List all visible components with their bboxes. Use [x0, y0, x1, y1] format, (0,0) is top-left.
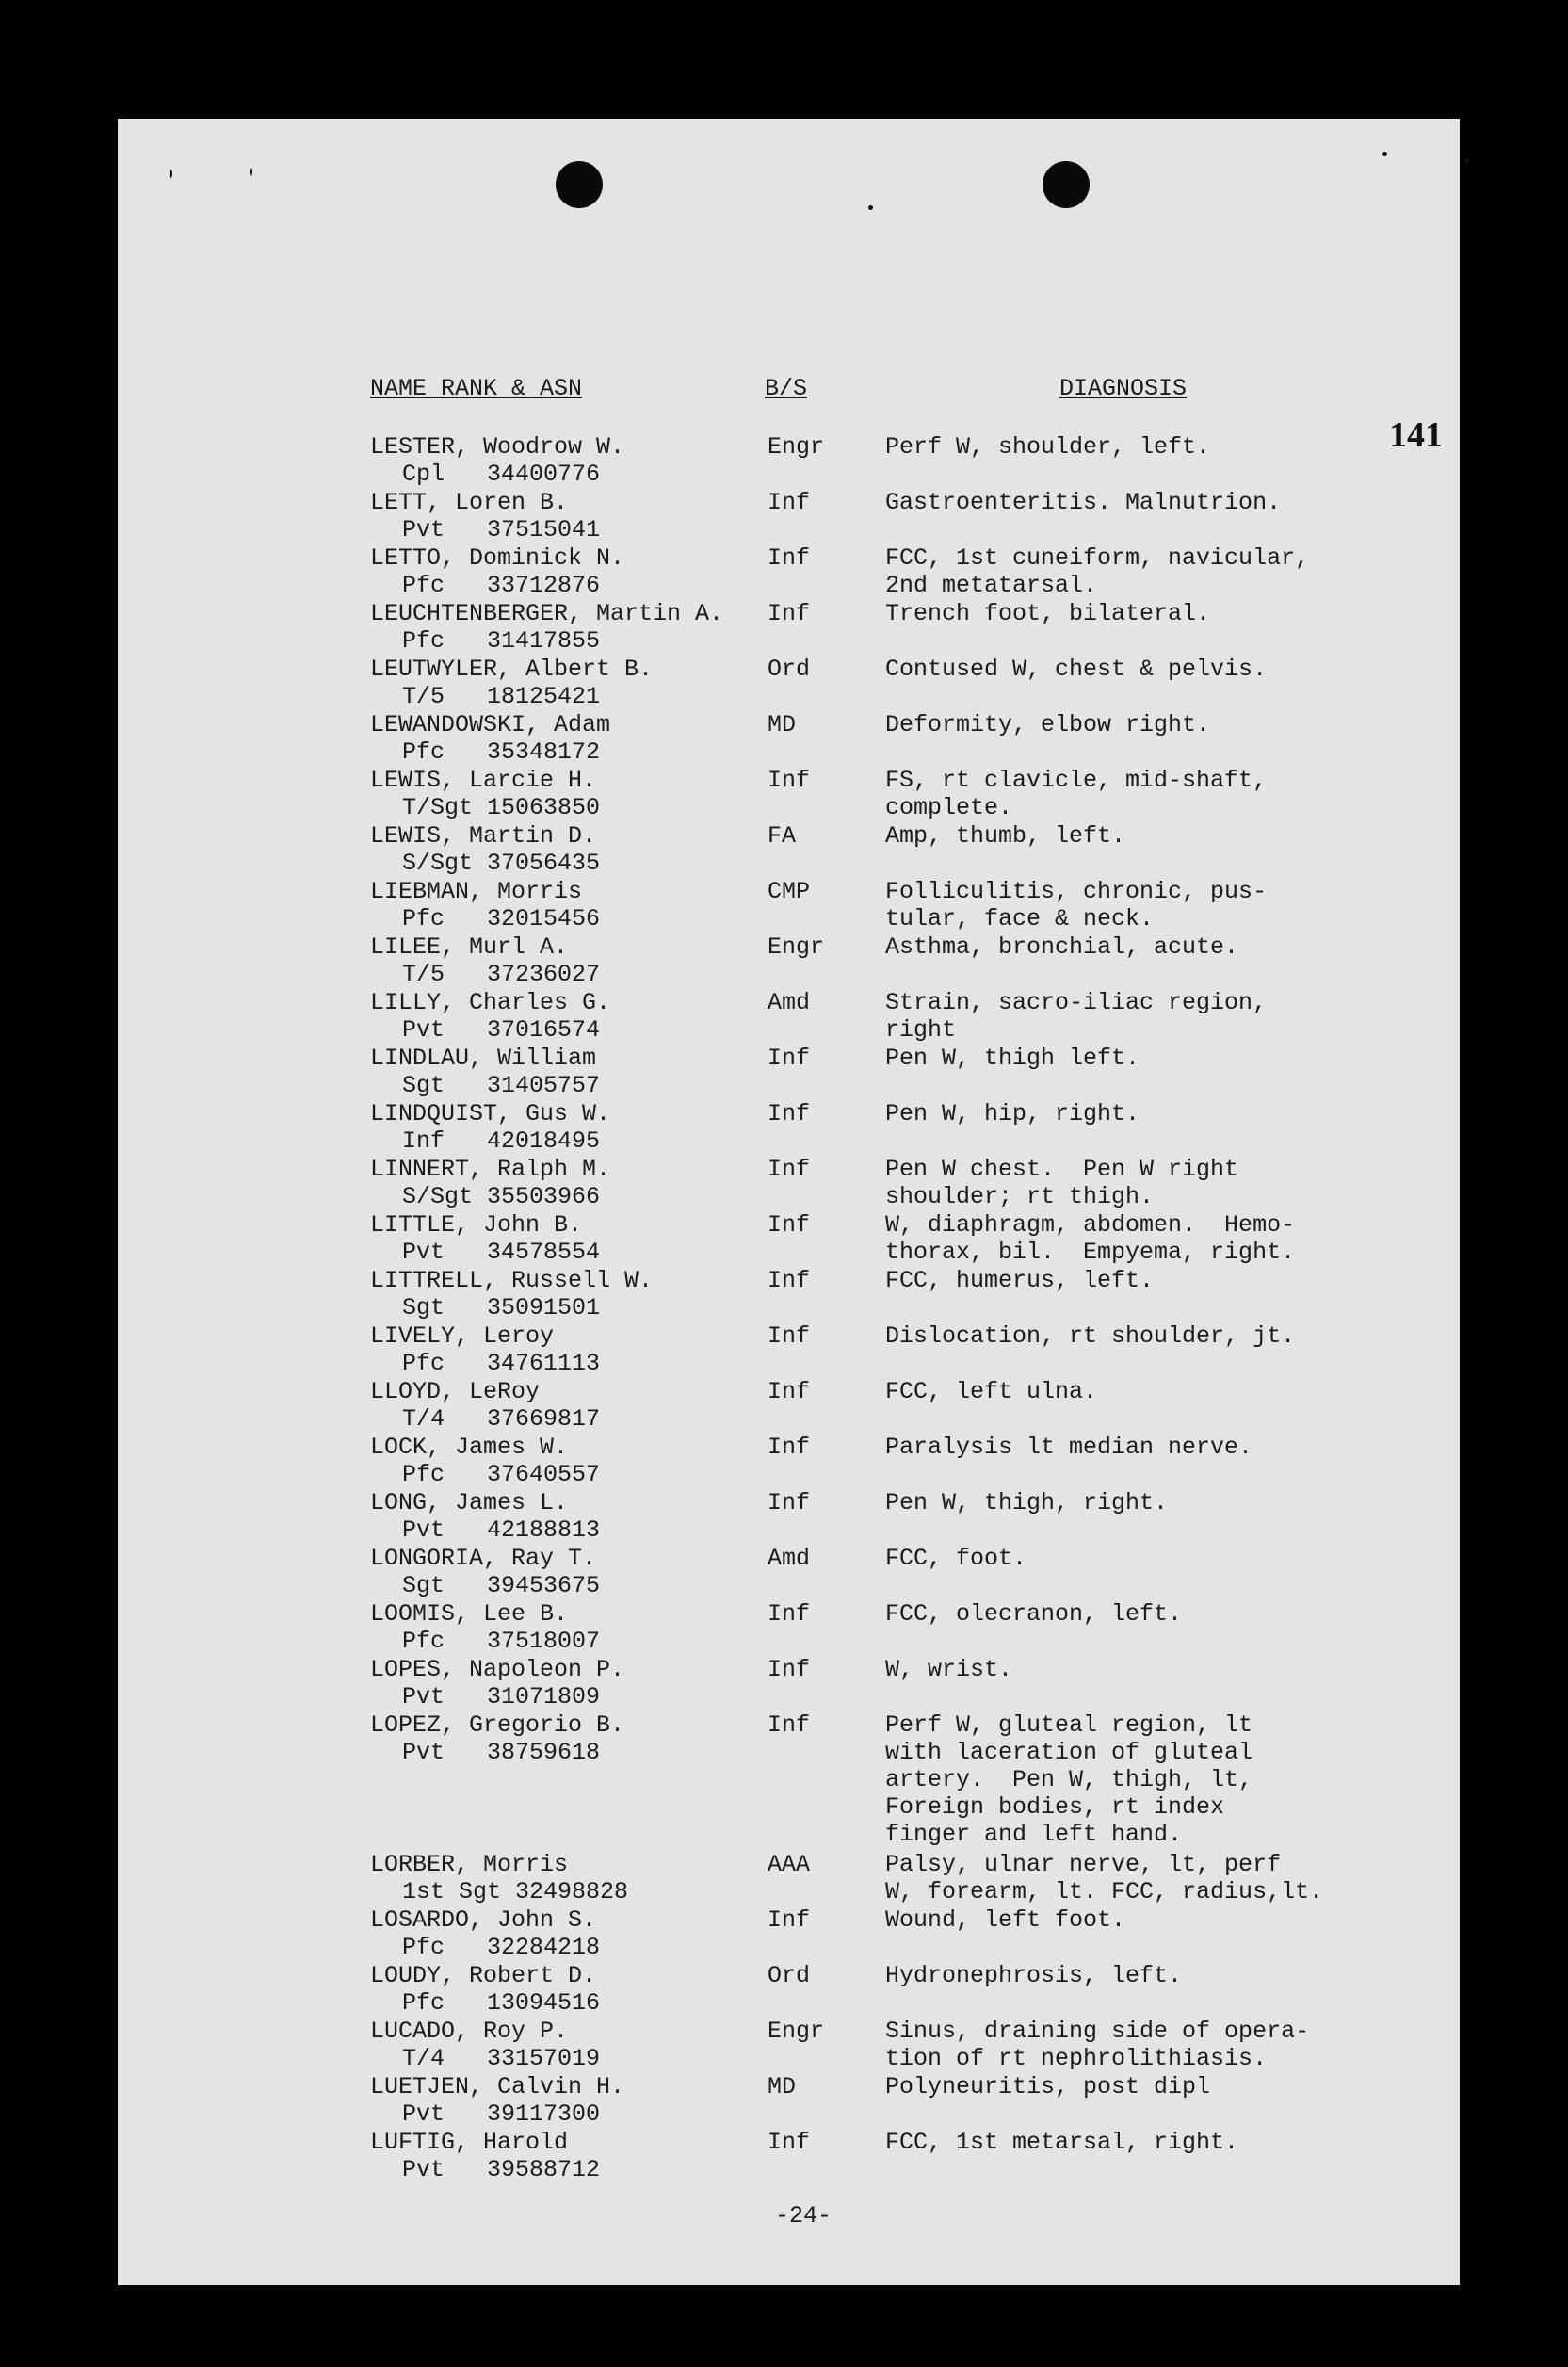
rank-asn: Pvt 39117300: [402, 2099, 601, 2128]
diagnosis-cell: [885, 1711, 1253, 1848]
branch-of-service: Inf: [768, 1434, 811, 1461]
name-rank-asn-cell: [370, 1851, 628, 1905]
name-rank-asn-cell: [370, 878, 600, 932]
diagnosis-line: Palsy, ulnar nerve, lt, perf: [885, 1850, 1282, 1878]
name-rank-asn-cell: [370, 433, 624, 488]
rank-asn: Pfc 33712876: [402, 572, 601, 599]
ink-speck: [868, 205, 873, 210]
branch-of-service: Inf: [768, 1211, 811, 1239]
soldier-name: LOPEZ, Gregorio B.: [370, 1711, 625, 1739]
soldier-name: LILLY, Charles G.: [370, 989, 611, 1016]
diagnosis-line: tular, face & neck.: [885, 905, 1155, 932]
name-rank-asn-cell: [370, 1267, 653, 1321]
rank-asn: Pfc 37640557: [402, 1461, 601, 1488]
name-rank-asn-cell: [370, 1211, 600, 1266]
rank-asn: Pfc 35348172: [402, 738, 601, 766]
soldier-name: LINDLAU, William: [370, 1045, 597, 1072]
diagnosis-line: W, diaphragm, abdomen. Hemo-: [885, 1211, 1296, 1239]
diagnosis-line: Dislocation, rt shoulder, jt.: [885, 1322, 1296, 1350]
diagnosis-line: FS, rt clavicle, mid-shaft,: [885, 767, 1268, 794]
name-rank-asn-cell: [370, 1711, 624, 1766]
diagnosis-cell: [885, 2073, 1210, 2100]
diagnosis-cell: [885, 2129, 1238, 2156]
rank-asn: Inf 42018495: [402, 1127, 601, 1155]
branch-of-service: Inf: [768, 1656, 811, 1683]
name-rank-asn-cell: [370, 2129, 600, 2183]
diagnosis-cell: [885, 656, 1267, 683]
diagnosis-cell: [885, 433, 1210, 461]
name-rank-asn-cell: [370, 1906, 600, 1961]
soldier-name: LONG, James L.: [370, 1489, 569, 1516]
diagnosis-cell: [885, 1962, 1182, 1989]
branch-of-service: CMP: [768, 878, 811, 905]
diagnosis-line: Pen W, hip, right.: [885, 1100, 1140, 1127]
diagnosis-line: W, forearm, lt. FCC, radius,lt.: [885, 1877, 1324, 1905]
branch-of-service: Engr: [768, 933, 825, 961]
diagnosis-line: FCC, 1st cuneiform, navicular,: [885, 544, 1310, 572]
soldier-name: LOUDY, Robert D.: [370, 1961, 597, 1989]
rank-asn: Pfc 32015456: [402, 905, 601, 932]
diagnosis-cell: [885, 1600, 1182, 1628]
branch-of-service: Engr: [768, 433, 825, 461]
soldier-name: LIVELY, Leroy: [370, 1322, 555, 1350]
soldier-name: LOOMIS, Lee B.: [370, 1600, 569, 1628]
name-rank-asn-cell: [370, 489, 600, 543]
name-rank-asn-cell: [370, 656, 653, 710]
margin-speck: [250, 168, 252, 176]
soldier-name: LUETJEN, Calvin H.: [370, 2072, 625, 2100]
diagnosis-line: 2nd metatarsal.: [885, 572, 1098, 599]
rank-asn: S/Sgt 37056435: [402, 850, 601, 877]
branch-of-service: Ord: [768, 656, 811, 683]
diagnosis-line: complete.: [885, 794, 1013, 821]
diagnosis-line: Perf W, gluteal region, lt: [885, 1711, 1253, 1739]
soldier-name: LOCK, James W.: [370, 1434, 569, 1461]
rank-asn: T/5 18125421: [402, 683, 601, 710]
diagnosis-cell: [885, 600, 1210, 627]
rank-asn: Pvt 42188813: [402, 1516, 601, 1544]
rank-asn: Pfc 32284218: [402, 1933, 601, 1961]
name-rank-asn-cell: [370, 1045, 600, 1099]
branch-of-service: Inf: [768, 1045, 811, 1072]
soldier-name: LESTER, Woodrow W.: [370, 433, 625, 461]
branch-of-service: Inf: [768, 600, 811, 627]
diagnosis-cell: [885, 1378, 1097, 1405]
diagnosis-line: right: [885, 1016, 957, 1044]
diagnosis-line: Perf W, shoulder, left.: [885, 433, 1211, 461]
name-rank-asn-cell: [370, 600, 723, 655]
name-rank-asn-cell: [370, 1156, 610, 1210]
branch-of-service: MD: [768, 2072, 797, 2100]
diagnosis-cell: [885, 1211, 1295, 1266]
rank-asn: Pvt 34578554: [402, 1239, 601, 1266]
branch-of-service: Inf: [768, 1600, 811, 1628]
rank-asn: Pvt 31071809: [402, 1683, 601, 1710]
diagnosis-line: with laceration of gluteal: [885, 1739, 1253, 1766]
diagnosis-cell: [885, 1851, 1323, 1905]
soldier-name: LINDQUIST, Gus W.: [370, 1100, 611, 1127]
diagnosis-line: FCC, left ulna.: [885, 1378, 1098, 1405]
branch-of-service: Amd: [768, 989, 811, 1016]
diagnosis-cell: [885, 711, 1210, 738]
branch-of-service: Inf: [768, 767, 811, 794]
diagnosis-line: Asthma, bronchial, acute.: [885, 933, 1239, 961]
column-header-name: NAME RANK & ASN: [370, 375, 583, 402]
diagnosis-cell: [885, 822, 1125, 850]
diagnosis-line: tion of rt nephrolithiasis.: [885, 2044, 1268, 2072]
name-rank-asn-cell: [370, 2018, 600, 2072]
name-rank-asn-cell: [370, 1378, 600, 1433]
diagnosis-line: Sinus, draining side of opera-: [885, 2017, 1310, 2045]
margin-speck: [170, 170, 172, 178]
branch-of-service: Amd: [768, 1545, 811, 1572]
soldier-name: LOSARDO, John S.: [370, 1905, 597, 1934]
punch-hole-right: [1043, 161, 1090, 208]
name-rank-asn-cell: [370, 711, 610, 766]
rank-asn: T/5 37236027: [402, 961, 601, 988]
rank-asn: Pfc 37518007: [402, 1628, 601, 1655]
diagnosis-line: FCC, 1st metarsal, right.: [885, 2128, 1239, 2156]
diagnosis-cell: [885, 1156, 1238, 1210]
diagnosis-cell: [885, 1906, 1125, 1934]
rank-asn: Pfc 13094516: [402, 1988, 601, 2017]
diagnosis-line: Wound, left foot.: [885, 1905, 1126, 1934]
name-rank-asn-cell: [370, 1322, 600, 1377]
soldier-name: LEUCHTENBERGER, Martin A.: [370, 600, 724, 627]
diagnosis-line: Gastroenteritis. Malnutrion.: [885, 489, 1282, 516]
diagnosis-line: Amp, thumb, left.: [885, 822, 1126, 850]
diagnosis-line: FCC, foot.: [885, 1545, 1027, 1572]
diagnosis-cell: [885, 878, 1267, 932]
soldier-name: LEWIS, Martin D.: [370, 822, 597, 850]
diagnosis-cell: [885, 1434, 1253, 1461]
diagnosis-line: Pen W, thigh, right.: [885, 1489, 1169, 1516]
diagnosis-line: Polyneuritis, post dipl: [885, 2072, 1211, 2100]
soldier-name: LEWIS, Larcie H.: [370, 767, 597, 794]
rank-asn: T/4 33157019: [402, 2044, 601, 2072]
soldier-name: LETT, Loren B.: [370, 489, 569, 516]
diagnosis-cell: [885, 933, 1238, 961]
rank-asn: Pvt 38759618: [402, 1739, 601, 1766]
rank-asn: 1st Sgt 32498828: [402, 1877, 629, 1905]
ink-speck: [1464, 158, 1469, 163]
name-rank-asn-cell: [370, 1962, 600, 2017]
rank-asn: Pvt 37515041: [402, 516, 601, 543]
rank-asn: Pfc 34761113: [402, 1350, 601, 1377]
column-header-bs: B/S: [765, 375, 808, 402]
branch-of-service: Engr: [768, 2017, 825, 2045]
diagnosis-cell: [885, 544, 1309, 599]
diagnosis-cell: [885, 1045, 1140, 1072]
soldier-name: LLOYD, LeRoy: [370, 1378, 541, 1405]
diagnosis-cell: [885, 1100, 1140, 1127]
rank-asn: Sgt 31405757: [402, 1072, 601, 1099]
diagnosis-line: FCC, humerus, left.: [885, 1267, 1155, 1294]
diagnosis-cell: [885, 1545, 1026, 1572]
soldier-name: LEWANDOWSKI, Adam: [370, 711, 611, 738]
name-rank-asn-cell: [370, 989, 610, 1044]
soldier-name: LINNERT, Ralph M.: [370, 1156, 611, 1183]
diagnosis-line: Trench foot, bilateral.: [885, 600, 1211, 627]
rank-asn: Cpl 34400776: [402, 461, 601, 488]
soldier-name: LILEE, Murl A.: [370, 933, 569, 961]
branch-of-service: Inf: [768, 1905, 811, 1934]
branch-of-service: Inf: [768, 1322, 811, 1350]
branch-of-service: Ord: [768, 1961, 811, 1989]
rank-asn: T/4 37669817: [402, 1405, 601, 1433]
name-rank-asn-cell: [370, 1434, 600, 1488]
diagnosis-line: Foreign bodies, rt index: [885, 1793, 1225, 1821]
soldier-name: LONGORIA, Ray T.: [370, 1545, 597, 1572]
soldier-name: LEUTWYLER, Albert B.: [370, 656, 654, 683]
branch-of-service: AAA: [768, 1850, 811, 1878]
branch-of-service: Inf: [768, 2128, 811, 2156]
branch-of-service: Inf: [768, 1489, 811, 1516]
diagnosis-line: Pen W chest. Pen W right: [885, 1156, 1239, 1183]
soldier-name: LOPES, Napoleon P.: [370, 1656, 625, 1683]
soldier-name: LETTO, Dominick N.: [370, 544, 625, 572]
rank-asn: T/Sgt 15063850: [402, 794, 601, 821]
diagnosis-line: FCC, olecranon, left.: [885, 1600, 1183, 1628]
page-footer: -24-: [775, 2202, 832, 2229]
diagnosis-line: Strain, sacro-iliac region,: [885, 989, 1268, 1016]
rank-asn: Pvt 39588712: [402, 2155, 601, 2183]
ink-speck: [1382, 152, 1387, 156]
rank-asn: Sgt 39453675: [402, 1572, 601, 1599]
soldier-name: LITTRELL, Russell W.: [370, 1267, 654, 1294]
column-header-diagnosis: DIAGNOSIS: [1059, 375, 1188, 402]
soldier-name: LUFTIG, Harold: [370, 2128, 569, 2156]
branch-of-service: Inf: [768, 489, 811, 516]
soldier-name: LORBER, Morris: [370, 1850, 569, 1878]
branch-of-service: Inf: [768, 1267, 811, 1294]
diagnosis-cell: [885, 1489, 1168, 1516]
soldier-name: LITTLE, John B.: [370, 1211, 583, 1239]
rank-asn: Pfc 31417855: [402, 627, 601, 655]
branch-of-service: Inf: [768, 544, 811, 572]
diagnosis-cell: [885, 1267, 1154, 1294]
name-rank-asn-cell: [370, 822, 600, 877]
branch-of-service: Inf: [768, 1378, 811, 1405]
diagnosis-cell: [885, 1656, 1012, 1683]
diagnosis-cell: [885, 767, 1267, 821]
rank-asn: Pvt 37016574: [402, 1016, 601, 1044]
diagnosis-line: Paralysis lt median nerve.: [885, 1434, 1253, 1461]
diagnosis-line: Hydronephrosis, left.: [885, 1961, 1183, 1989]
diagnosis-line: Pen W, thigh left.: [885, 1045, 1140, 1072]
soldier-name: LIEBMAN, Morris: [370, 878, 583, 905]
soldier-name: LUCADO, Roy P.: [370, 2017, 569, 2045]
name-rank-asn-cell: [370, 767, 600, 821]
diagnosis-line: shoulder; rt thigh.: [885, 1183, 1155, 1210]
branch-of-service: Inf: [768, 1100, 811, 1127]
diagnosis-line: thorax, bil. Empyema, right.: [885, 1239, 1296, 1266]
branch-of-service: Inf: [768, 1711, 811, 1739]
name-rank-asn-cell: [370, 1545, 600, 1599]
diagnosis-line: Deformity, elbow right.: [885, 711, 1211, 738]
name-rank-asn-cell: [370, 1100, 610, 1155]
page-number-stamp: 141: [1389, 415, 1443, 455]
branch-of-service: FA: [768, 822, 797, 850]
name-rank-asn-cell: [370, 933, 600, 988]
diagnosis-cell: [885, 989, 1267, 1044]
name-rank-asn-cell: [370, 1489, 600, 1544]
diagnosis-line: Contused W, chest & pelvis.: [885, 656, 1268, 683]
name-rank-asn-cell: [370, 544, 624, 599]
name-rank-asn-cell: [370, 1656, 624, 1710]
diagnosis-cell: [885, 2018, 1309, 2072]
punch-hole-left: [556, 161, 603, 208]
diagnosis-line: artery. Pen W, thigh, lt,: [885, 1766, 1253, 1793]
diagnosis-line: W, wrist.: [885, 1656, 1013, 1683]
branch-of-service: Inf: [768, 1156, 811, 1183]
diagnosis-cell: [885, 489, 1281, 516]
diagnosis-line: finger and left hand.: [885, 1821, 1183, 1848]
name-rank-asn-cell: [370, 2073, 624, 2128]
rank-asn: Sgt 35091501: [402, 1294, 601, 1321]
diagnosis-cell: [885, 1322, 1295, 1350]
branch-of-service: MD: [768, 711, 797, 738]
diagnosis-line: Folliculitis, chronic, pus-: [885, 878, 1268, 905]
rank-asn: S/Sgt 35503966: [402, 1183, 601, 1210]
name-rank-asn-cell: [370, 1600, 600, 1655]
